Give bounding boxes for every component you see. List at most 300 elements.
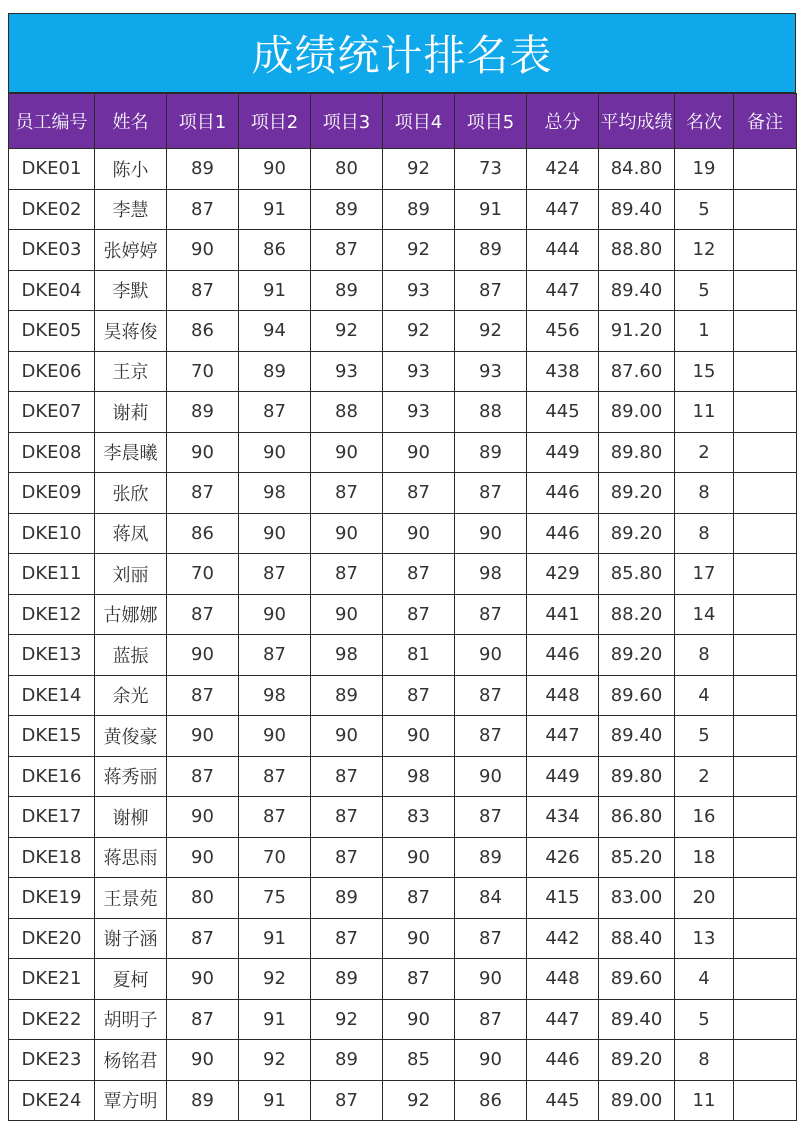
total-cell[interactable]: 424 — [527, 149, 599, 190]
project-2-cell[interactable]: 91 — [239, 189, 311, 230]
remarks-cell[interactable] — [734, 716, 797, 757]
name-cell[interactable]: 李慧 — [95, 189, 167, 230]
project-5-cell[interactable]: 87 — [455, 473, 527, 514]
total-cell[interactable]: 456 — [527, 311, 599, 352]
project-2-cell[interactable]: 91 — [239, 1080, 311, 1121]
name-cell[interactable]: 李晨曦 — [95, 432, 167, 473]
remarks-cell[interactable] — [734, 189, 797, 230]
total-cell[interactable]: 447 — [527, 999, 599, 1040]
rank-cell[interactable]: 8 — [675, 1040, 734, 1081]
average-cell[interactable]: 86.80 — [599, 797, 675, 838]
total-cell[interactable]: 448 — [527, 675, 599, 716]
project-2-cell[interactable]: 87 — [239, 756, 311, 797]
project-3-cell[interactable]: 90 — [311, 594, 383, 635]
average-cell[interactable]: 89.60 — [599, 959, 675, 1000]
total-cell[interactable]: 429 — [527, 554, 599, 595]
employee-id-cell[interactable]: DKE05 — [9, 311, 95, 352]
average-cell[interactable]: 89.40 — [599, 716, 675, 757]
project-5-cell[interactable]: 87 — [455, 594, 527, 635]
table-row — [9, 716, 797, 757]
rank-cell[interactable]: 4 — [675, 675, 734, 716]
remarks-cell[interactable] — [734, 878, 797, 919]
project-3-cell[interactable]: 89 — [311, 959, 383, 1000]
remarks-cell[interactable] — [734, 230, 797, 271]
project-5-cell[interactable]: 87 — [455, 999, 527, 1040]
average-cell[interactable]: 87.60 — [599, 351, 675, 392]
name-cell[interactable]: 谢柳 — [95, 797, 167, 838]
project-3-cell[interactable]: 87 — [311, 473, 383, 514]
name-cell[interactable]: 王京 — [95, 351, 167, 392]
average-cell[interactable]: 89.20 — [599, 1040, 675, 1081]
table-row — [9, 1040, 797, 1081]
remarks-cell[interactable] — [734, 837, 797, 878]
project-1-cell[interactable]: 89 — [167, 392, 239, 433]
remarks-cell[interactable] — [734, 351, 797, 392]
project-3-cell[interactable]: 87 — [311, 918, 383, 959]
total-cell[interactable]: 434 — [527, 797, 599, 838]
project-3-cell[interactable]: 88 — [311, 392, 383, 433]
table-row — [9, 392, 797, 433]
project-2-cell[interactable]: 90 — [239, 513, 311, 554]
employee-id-cell[interactable]: DKE10 — [9, 513, 95, 554]
project-4-cell[interactable]: 87 — [383, 473, 455, 514]
remarks-cell[interactable] — [734, 1040, 797, 1081]
rank-cell[interactable]: 20 — [675, 878, 734, 919]
employee-id-cell[interactable]: DKE11 — [9, 554, 95, 595]
project-3-cell[interactable]: 89 — [311, 675, 383, 716]
project-3-cell[interactable]: 87 — [311, 837, 383, 878]
project-5-cell[interactable]: 93 — [455, 351, 527, 392]
project-2-cell[interactable]: 70 — [239, 837, 311, 878]
project-3-cell[interactable]: 89 — [311, 1040, 383, 1081]
employee-id-cell[interactable]: DKE06 — [9, 351, 95, 392]
average-cell[interactable]: 85.80 — [599, 554, 675, 595]
header-employee-id[interactable]: 员工编号 — [9, 94, 95, 149]
project-4-cell[interactable]: 90 — [383, 918, 455, 959]
remarks-cell[interactable] — [734, 432, 797, 473]
average-cell[interactable]: 88.80 — [599, 230, 675, 271]
name-cell[interactable]: 张欣 — [95, 473, 167, 514]
project-5-cell[interactable]: 98 — [455, 554, 527, 595]
table-row — [9, 432, 797, 473]
project-1-cell[interactable]: 90 — [167, 1040, 239, 1081]
project-4-cell[interactable]: 90 — [383, 513, 455, 554]
total-cell[interactable]: 446 — [527, 1040, 599, 1081]
project-2-cell[interactable]: 90 — [239, 716, 311, 757]
total-cell[interactable]: 426 — [527, 837, 599, 878]
remarks-cell[interactable] — [734, 513, 797, 554]
project-5-cell[interactable]: 87 — [455, 270, 527, 311]
project-1-cell[interactable]: 80 — [167, 878, 239, 919]
name-cell[interactable]: 蒋凤 — [95, 513, 167, 554]
project-4-cell[interactable]: 90 — [383, 716, 455, 757]
project-2-cell[interactable]: 87 — [239, 635, 311, 676]
table-row — [9, 959, 797, 1000]
remarks-cell[interactable] — [734, 675, 797, 716]
average-cell[interactable]: 89.00 — [599, 1080, 675, 1121]
project-5-cell[interactable]: 87 — [455, 797, 527, 838]
total-cell[interactable]: 447 — [527, 716, 599, 757]
employee-id-cell[interactable]: DKE20 — [9, 918, 95, 959]
total-cell[interactable]: 445 — [527, 392, 599, 433]
employee-id-cell[interactable]: DKE18 — [9, 837, 95, 878]
remarks-cell[interactable] — [734, 918, 797, 959]
remarks-cell[interactable] — [734, 797, 797, 838]
project-1-cell[interactable]: 87 — [167, 756, 239, 797]
project-3-cell[interactable]: 93 — [311, 351, 383, 392]
average-cell[interactable]: 85.20 — [599, 837, 675, 878]
project-3-cell[interactable]: 89 — [311, 270, 383, 311]
average-cell[interactable]: 89.60 — [599, 675, 675, 716]
rank-cell[interactable]: 13 — [675, 918, 734, 959]
employee-id-cell[interactable]: DKE23 — [9, 1040, 95, 1081]
project-1-cell[interactable]: 90 — [167, 797, 239, 838]
rank-cell[interactable]: 4 — [675, 959, 734, 1000]
employee-id-cell[interactable]: DKE16 — [9, 756, 95, 797]
average-cell[interactable]: 89.40 — [599, 999, 675, 1040]
rank-cell[interactable]: 11 — [675, 1080, 734, 1121]
employee-id-cell[interactable]: DKE01 — [9, 149, 95, 190]
project-5-cell[interactable]: 89 — [455, 432, 527, 473]
project-1-cell[interactable]: 89 — [167, 149, 239, 190]
employee-id-cell[interactable]: DKE19 — [9, 878, 95, 919]
project-1-cell[interactable]: 86 — [167, 513, 239, 554]
table-row — [9, 351, 797, 392]
average-cell[interactable]: 89.80 — [599, 756, 675, 797]
table-row — [9, 230, 797, 271]
name-cell[interactable]: 余光 — [95, 675, 167, 716]
project-1-cell[interactable]: 87 — [167, 918, 239, 959]
average-cell[interactable]: 89.40 — [599, 270, 675, 311]
project-5-cell[interactable]: 90 — [455, 635, 527, 676]
project-1-cell[interactable]: 87 — [167, 189, 239, 230]
name-cell[interactable]: 蓝振 — [95, 635, 167, 676]
project-5-cell[interactable]: 88 — [455, 392, 527, 433]
name-cell[interactable]: 古娜娜 — [95, 594, 167, 635]
name-cell[interactable]: 谢莉 — [95, 392, 167, 433]
remarks-cell[interactable] — [734, 149, 797, 190]
project-4-cell[interactable]: 87 — [383, 959, 455, 1000]
project-2-cell[interactable]: 91 — [239, 999, 311, 1040]
project-5-cell[interactable]: 90 — [455, 1040, 527, 1081]
average-cell[interactable]: 89.20 — [599, 473, 675, 514]
employee-id-cell[interactable]: DKE02 — [9, 189, 95, 230]
rank-cell[interactable]: 5 — [675, 999, 734, 1040]
employee-id-cell[interactable]: DKE22 — [9, 999, 95, 1040]
table-row — [9, 311, 797, 352]
project-4-cell[interactable]: 85 — [383, 1040, 455, 1081]
table-row — [9, 878, 797, 919]
score-sheet — [8, 13, 796, 1121]
average-cell[interactable]: 88.40 — [599, 918, 675, 959]
rank-cell[interactable]: 19 — [675, 149, 734, 190]
project-4-cell[interactable]: 81 — [383, 635, 455, 676]
project-4-cell[interactable]: 83 — [383, 797, 455, 838]
header-total[interactable]: 总分 — [527, 94, 599, 149]
name-cell[interactable]: 刘丽 — [95, 554, 167, 595]
rank-cell[interactable]: 8 — [675, 473, 734, 514]
project-2-cell[interactable]: 92 — [239, 959, 311, 1000]
project-5-cell[interactable]: 90 — [455, 756, 527, 797]
header-project-2[interactable]: 项目2 — [239, 94, 311, 149]
remarks-cell[interactable] — [734, 473, 797, 514]
project-3-cell[interactable]: 87 — [311, 1080, 383, 1121]
total-cell[interactable]: 438 — [527, 351, 599, 392]
table-row — [9, 513, 797, 554]
project-4-cell[interactable]: 92 — [383, 230, 455, 271]
project-2-cell[interactable]: 86 — [239, 230, 311, 271]
remarks-cell[interactable] — [734, 635, 797, 676]
remarks-cell[interactable] — [734, 959, 797, 1000]
project-3-cell[interactable]: 87 — [311, 797, 383, 838]
rank-cell[interactable]: 11 — [675, 392, 734, 433]
employee-id-cell[interactable]: DKE13 — [9, 635, 95, 676]
rank-cell[interactable]: 12 — [675, 230, 734, 271]
name-cell[interactable]: 谢子涵 — [95, 918, 167, 959]
project-4-cell[interactable]: 89 — [383, 189, 455, 230]
project-2-cell[interactable]: 75 — [239, 878, 311, 919]
header-project-1[interactable]: 项目1 — [167, 94, 239, 149]
rank-cell[interactable]: 5 — [675, 189, 734, 230]
total-cell[interactable]: 446 — [527, 513, 599, 554]
name-cell[interactable]: 王景苑 — [95, 878, 167, 919]
project-2-cell[interactable]: 87 — [239, 797, 311, 838]
project-1-cell[interactable]: 90 — [167, 635, 239, 676]
average-cell[interactable]: 89.80 — [599, 432, 675, 473]
project-1-cell[interactable]: 87 — [167, 999, 239, 1040]
project-3-cell[interactable]: 89 — [311, 189, 383, 230]
header-rank[interactable]: 名次 — [675, 94, 734, 149]
header-row — [9, 94, 797, 149]
project-4-cell[interactable]: 90 — [383, 999, 455, 1040]
remarks-cell[interactable] — [734, 311, 797, 352]
remarks-cell[interactable] — [734, 270, 797, 311]
project-5-cell[interactable]: 89 — [455, 230, 527, 271]
project-1-cell[interactable]: 87 — [167, 473, 239, 514]
rank-cell[interactable]: 8 — [675, 513, 734, 554]
total-cell[interactable]: 442 — [527, 918, 599, 959]
score-table — [8, 93, 797, 1121]
rank-cell[interactable]: 17 — [675, 554, 734, 595]
project-3-cell[interactable]: 92 — [311, 999, 383, 1040]
average-cell[interactable]: 89.20 — [599, 635, 675, 676]
project-5-cell[interactable]: 73 — [455, 149, 527, 190]
project-1-cell[interactable]: 90 — [167, 959, 239, 1000]
project-1-cell[interactable]: 87 — [167, 675, 239, 716]
project-5-cell[interactable]: 87 — [455, 918, 527, 959]
rank-cell[interactable]: 2 — [675, 756, 734, 797]
project-2-cell[interactable]: 89 — [239, 351, 311, 392]
name-cell[interactable]: 蒋思雨 — [95, 837, 167, 878]
project-1-cell[interactable]: 87 — [167, 594, 239, 635]
total-cell[interactable]: 447 — [527, 189, 599, 230]
total-cell[interactable]: 445 — [527, 1080, 599, 1121]
remarks-cell[interactable] — [734, 554, 797, 595]
name-cell[interactable]: 张婷婷 — [95, 230, 167, 271]
rank-cell[interactable]: 14 — [675, 594, 734, 635]
project-5-cell[interactable]: 87 — [455, 675, 527, 716]
table-row — [9, 473, 797, 514]
average-cell[interactable]: 83.00 — [599, 878, 675, 919]
project-2-cell[interactable]: 98 — [239, 675, 311, 716]
project-3-cell[interactable]: 92 — [311, 311, 383, 352]
project-4-cell[interactable]: 87 — [383, 675, 455, 716]
name-cell[interactable]: 李默 — [95, 270, 167, 311]
project-1-cell[interactable]: 90 — [167, 230, 239, 271]
employee-id-cell[interactable]: DKE24 — [9, 1080, 95, 1121]
project-4-cell[interactable]: 87 — [383, 594, 455, 635]
total-cell[interactable]: 449 — [527, 432, 599, 473]
average-cell[interactable]: 84.80 — [599, 149, 675, 190]
rank-cell[interactable]: 5 — [675, 716, 734, 757]
project-4-cell[interactable]: 93 — [383, 270, 455, 311]
header-project-3[interactable]: 项目3 — [311, 94, 383, 149]
project-2-cell[interactable]: 98 — [239, 473, 311, 514]
average-cell[interactable]: 91.20 — [599, 311, 675, 352]
project-5-cell[interactable]: 87 — [455, 716, 527, 757]
name-cell[interactable]: 覃方明 — [95, 1080, 167, 1121]
project-4-cell[interactable]: 92 — [383, 311, 455, 352]
table-row — [9, 149, 797, 190]
average-cell[interactable]: 89.20 — [599, 513, 675, 554]
employee-id-cell[interactable]: DKE08 — [9, 432, 95, 473]
employee-id-cell[interactable]: DKE15 — [9, 716, 95, 757]
project-5-cell[interactable]: 89 — [455, 837, 527, 878]
rank-cell[interactable]: 2 — [675, 432, 734, 473]
project-4-cell[interactable]: 90 — [383, 432, 455, 473]
employee-id-cell[interactable]: DKE12 — [9, 594, 95, 635]
remarks-cell[interactable] — [734, 1080, 797, 1121]
table-row — [9, 594, 797, 635]
project-3-cell[interactable]: 87 — [311, 554, 383, 595]
total-cell[interactable]: 448 — [527, 959, 599, 1000]
project-5-cell[interactable]: 91 — [455, 189, 527, 230]
table-row — [9, 675, 797, 716]
project-2-cell[interactable]: 87 — [239, 392, 311, 433]
project-5-cell[interactable]: 86 — [455, 1080, 527, 1121]
remarks-cell[interactable] — [734, 999, 797, 1040]
rank-cell[interactable]: 1 — [675, 311, 734, 352]
project-3-cell[interactable]: 90 — [311, 432, 383, 473]
project-3-cell[interactable]: 87 — [311, 230, 383, 271]
project-3-cell[interactable]: 80 — [311, 149, 383, 190]
project-3-cell[interactable]: 89 — [311, 878, 383, 919]
total-cell[interactable]: 415 — [527, 878, 599, 919]
total-cell[interactable]: 446 — [527, 635, 599, 676]
project-4-cell[interactable]: 93 — [383, 392, 455, 433]
project-2-cell[interactable]: 90 — [239, 432, 311, 473]
remarks-cell[interactable] — [734, 756, 797, 797]
rank-cell[interactable]: 8 — [675, 635, 734, 676]
total-cell[interactable]: 447 — [527, 270, 599, 311]
rank-cell[interactable]: 16 — [675, 797, 734, 838]
header-project-4[interactable]: 项目4 — [383, 94, 455, 149]
rank-cell[interactable]: 5 — [675, 270, 734, 311]
table-row — [9, 756, 797, 797]
project-1-cell[interactable]: 90 — [167, 837, 239, 878]
table-row — [9, 837, 797, 878]
employee-id-cell[interactable]: DKE07 — [9, 392, 95, 433]
average-cell[interactable]: 89.40 — [599, 189, 675, 230]
remarks-cell[interactable] — [734, 594, 797, 635]
project-4-cell[interactable]: 92 — [383, 1080, 455, 1121]
project-5-cell[interactable]: 90 — [455, 513, 527, 554]
project-4-cell[interactable]: 87 — [383, 554, 455, 595]
project-2-cell[interactable]: 92 — [239, 1040, 311, 1081]
rank-cell[interactable]: 18 — [675, 837, 734, 878]
project-1-cell[interactable]: 90 — [167, 716, 239, 757]
project-3-cell[interactable]: 90 — [311, 716, 383, 757]
project-1-cell[interactable]: 89 — [167, 1080, 239, 1121]
project-3-cell[interactable]: 90 — [311, 513, 383, 554]
project-1-cell[interactable]: 70 — [167, 351, 239, 392]
project-2-cell[interactable]: 91 — [239, 918, 311, 959]
name-cell[interactable]: 陈小 — [95, 149, 167, 190]
header-project-5[interactable]: 项目5 — [455, 94, 527, 149]
project-2-cell[interactable]: 94 — [239, 311, 311, 352]
employee-id-cell[interactable]: DKE09 — [9, 473, 95, 514]
table-row — [9, 554, 797, 595]
project-1-cell[interactable]: 90 — [167, 432, 239, 473]
project-1-cell[interactable]: 86 — [167, 311, 239, 352]
table-row — [9, 189, 797, 230]
project-4-cell[interactable]: 98 — [383, 756, 455, 797]
total-cell[interactable]: 446 — [527, 473, 599, 514]
project-4-cell[interactable]: 90 — [383, 837, 455, 878]
sheet-title: 成绩统计排名表 — [8, 13, 796, 93]
header-remarks[interactable]: 备注 — [734, 94, 797, 149]
employee-id-cell[interactable]: DKE03 — [9, 230, 95, 271]
project-5-cell[interactable]: 90 — [455, 959, 527, 1000]
project-2-cell[interactable]: 91 — [239, 270, 311, 311]
header-average[interactable]: 平均成绩 — [599, 94, 675, 149]
project-3-cell[interactable]: 98 — [311, 635, 383, 676]
project-3-cell[interactable]: 87 — [311, 756, 383, 797]
employee-id-cell[interactable]: DKE17 — [9, 797, 95, 838]
total-cell[interactable]: 444 — [527, 230, 599, 271]
average-cell[interactable]: 89.00 — [599, 392, 675, 433]
name-cell[interactable]: 黄俊豪 — [95, 716, 167, 757]
name-cell[interactable]: 蒋秀丽 — [95, 756, 167, 797]
project-2-cell[interactable]: 87 — [239, 554, 311, 595]
name-cell[interactable]: 杨铭君 — [95, 1040, 167, 1081]
table-row — [9, 797, 797, 838]
project-4-cell[interactable]: 87 — [383, 878, 455, 919]
total-cell[interactable]: 441 — [527, 594, 599, 635]
project-5-cell[interactable]: 92 — [455, 311, 527, 352]
total-cell[interactable]: 449 — [527, 756, 599, 797]
average-cell[interactable]: 88.20 — [599, 594, 675, 635]
project-1-cell[interactable]: 70 — [167, 554, 239, 595]
table-row — [9, 635, 797, 676]
project-5-cell[interactable]: 84 — [455, 878, 527, 919]
remarks-cell[interactable] — [734, 392, 797, 433]
project-4-cell[interactable]: 93 — [383, 351, 455, 392]
project-4-cell[interactable]: 92 — [383, 149, 455, 190]
table-row — [9, 999, 797, 1040]
employee-id-cell[interactable]: DKE21 — [9, 959, 95, 1000]
name-cell[interactable]: 夏柯 — [95, 959, 167, 1000]
project-2-cell[interactable]: 90 — [239, 149, 311, 190]
employee-id-cell[interactable]: DKE14 — [9, 675, 95, 716]
project-1-cell[interactable]: 87 — [167, 270, 239, 311]
name-cell[interactable]: 昊蒋俊 — [95, 311, 167, 352]
employee-id-cell[interactable]: DKE04 — [9, 270, 95, 311]
name-cell[interactable]: 胡明子 — [95, 999, 167, 1040]
rank-cell[interactable]: 15 — [675, 351, 734, 392]
header-name[interactable]: 姓名 — [95, 94, 167, 149]
project-2-cell[interactable]: 90 — [239, 594, 311, 635]
